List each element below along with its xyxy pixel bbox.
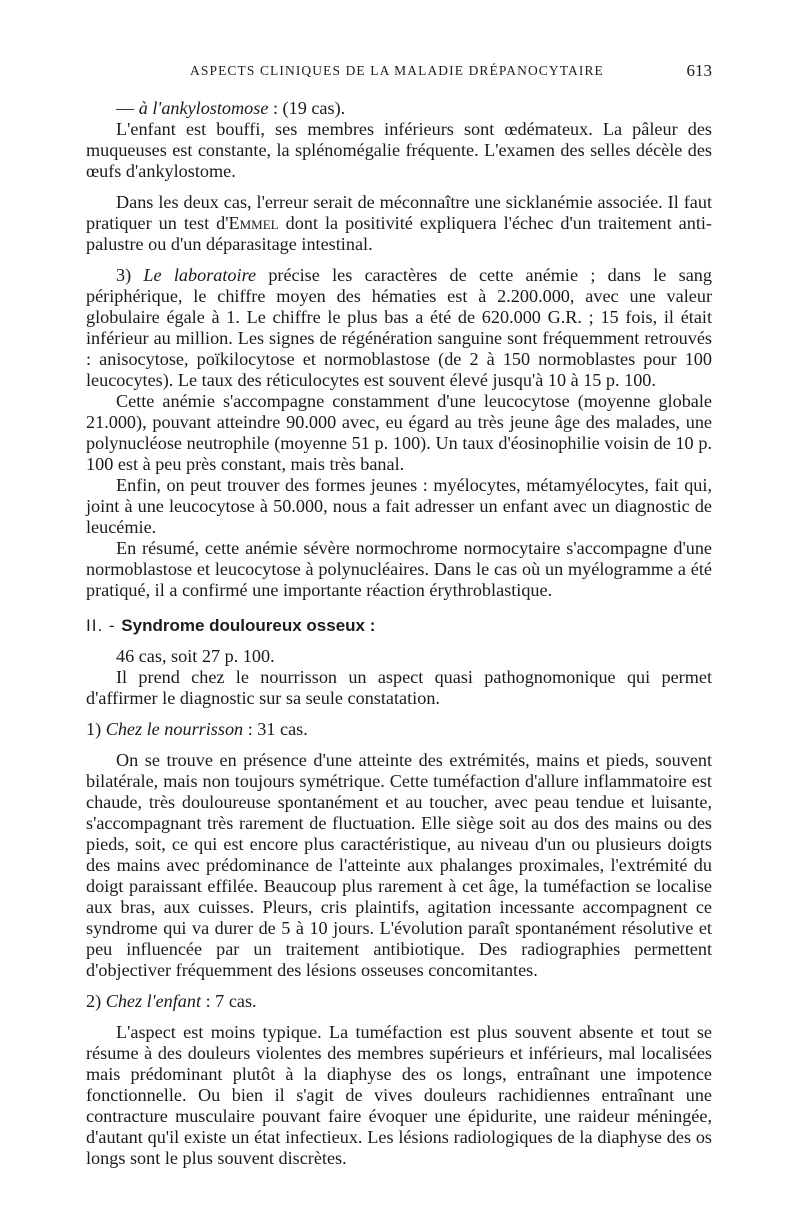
em-dash: — [116, 98, 139, 118]
section-number: II. - [86, 616, 122, 635]
section-intro: Il prend chez le nourrisson un aspect quasi pathognomonique qui permet d'affirmer le diagnostic sur sa seule constatation. [86, 667, 712, 708]
page-header [86, 60, 712, 86]
enfant-number: 2) [86, 991, 106, 1011]
enfant-count: : 7 cas. [201, 991, 257, 1011]
both-cases-paragraph [86, 192, 712, 255]
ankylostomose-heading [86, 98, 712, 119]
ankylostomose-paragraph: L'enfant est bouffi, ses membres inférieurs sont œdémateux. La pâleur des muqueuses est constante, la splénomégalie fréquente. L'examen des selles décèle des œufs d'ankylostome. [86, 119, 712, 181]
page-number: 613 [686, 61, 712, 80]
laboratory-paragraph [86, 265, 712, 391]
lab-number: 3) [116, 265, 144, 285]
leucocytose-paragraph: Cette anémie s'accompagne constamment d'une leucocytose (moyenne globale 21.000), pouvant atteindre 90.000 avec, eu égard au très jeune âge des malades, une polynucléose neutrophile (moyenne 51 p. 100). Un taux d'éosinophilie voisin de 10 p. 100 est à peu près constant, mais très banal. [86, 391, 712, 474]
both-cases-after: dont la positivité expliquera l'échec d'un traitement anti-palustre ou d'un déparasitage intestinal. [86, 213, 712, 254]
emmel-name: Emmel [228, 213, 279, 233]
resume-paragraph: En résumé, cette anémie sévère normochrome normocytaire s'accompagne d'une normoblastose et leucocytose à polynucléaires. Dans le cas où un myélogramme a été pratiqué, il a confirmé une importante réaction érythroblastique. [86, 538, 712, 600]
nourrisson-paragraph: On se trouve en présence d'une atteinte des extrémités, mains et pieds, souvent bilatérale, mais non toujours symétrique. Cette tuméfaction d'allure inflammatoire est chaude, très douloureuse spontanément et au toucher, avec peau tendue et luisante, s'accompagnant très rarement de fluctuation. Elle siège soit au dos des mains ou des pieds, soit, ce qui est encore plus caractéristique, au niveau d'un ou plusieurs doigts des mains avec prédominance de l'atteinte aux phalanges proximales, l'extrémité du doigt paraissant effilée. Beaucoup plus rarement à cet âge, la tuméfaction se localise aux bras, aux cuisses. Pleurs, cris plaintifs, agitation incessante accompagnent ce syndrome qui va durer de 5 à 10 jours. L'évolution paraît spontanément résolutive et peu influencée par un traitement antibiotique. Des radiographies permettent d'objectiver fréquemment des lésions osseuses concomitantes. [86, 750, 712, 980]
ankylostomose-label: à l'ankylostomose [138, 98, 269, 118]
section-count: 46 cas, soit 27 p. 100. [116, 646, 275, 666]
journal-page [86, 60, 712, 1169]
section-title: Syndrome douloureux osseux : [121, 616, 376, 635]
nourrisson-heading [86, 719, 712, 740]
enfant-label: Chez l'enfant [105, 991, 202, 1011]
enfant-paragraph: L'aspect est moins typique. La tuméfaction est plus souvent absente et tout se résume à des douleurs violentes des membres supérieurs et inférieurs, mal localisées mais prédominant plutôt à la diaphyse des os longs, entraînant une impotence fonctionnelle. Ou bien il s'agit de vives douleurs rachidiennes entraînant une contracture musculaire pouvant faire évoquer une épidurite, une raideur méningée, d'autant qu'il existe un état infectieux. Les lésions radiologiques de la diaphyse des os longs sont le plus souvent discrètes. [86, 1022, 712, 1168]
lab-text: précise les caractères de cette anémie ; dans le sang périphérique, le chiffre moyen des hématies est à 2.200.000, avec une valeur globulaire égale à 1. Le chiffre le plus bas a été de 620.000 G.R. ; 15 fois, il était inférieur au million. Les signes de régénération sanguine sont fréquemment retrouvés : anisocytose, poïkilocytose et normoblastose (de 2 à 150 normoblastes pour 100 leucocytes). Le taux des réticulocytes est souvent élevé jusqu'à 10 à 15 p. 100. [86, 265, 712, 390]
running-head: ASPECTS CLINIQUES DE LA MALADIE DRÉPANOCYTAIRE [190, 63, 604, 78]
nourrisson-count: : 31 cas. [243, 719, 308, 739]
nourrisson-label: Chez le nourrisson [105, 719, 244, 739]
ankylostomose-count: : (19 cas). [268, 98, 346, 118]
both-cases-before: Dans les deux cas, l'erreur serait de méconnaître une sicklanémie associée. Il faut pratiquer un test d' [86, 192, 712, 233]
section-heading [86, 615, 712, 636]
formes-jeunes-paragraph: Enfin, on peut trouver des formes jeunes : myélocytes, métamyélocytes, fait qui, joint à une leucocytose à 50.000, nous a fait adresser un enfant avec un diagnostic de leucémie. [86, 475, 712, 537]
enfant-heading [86, 991, 712, 1012]
lab-label: Le laboratoire [143, 265, 257, 285]
nourrisson-number: 1) [86, 719, 106, 739]
